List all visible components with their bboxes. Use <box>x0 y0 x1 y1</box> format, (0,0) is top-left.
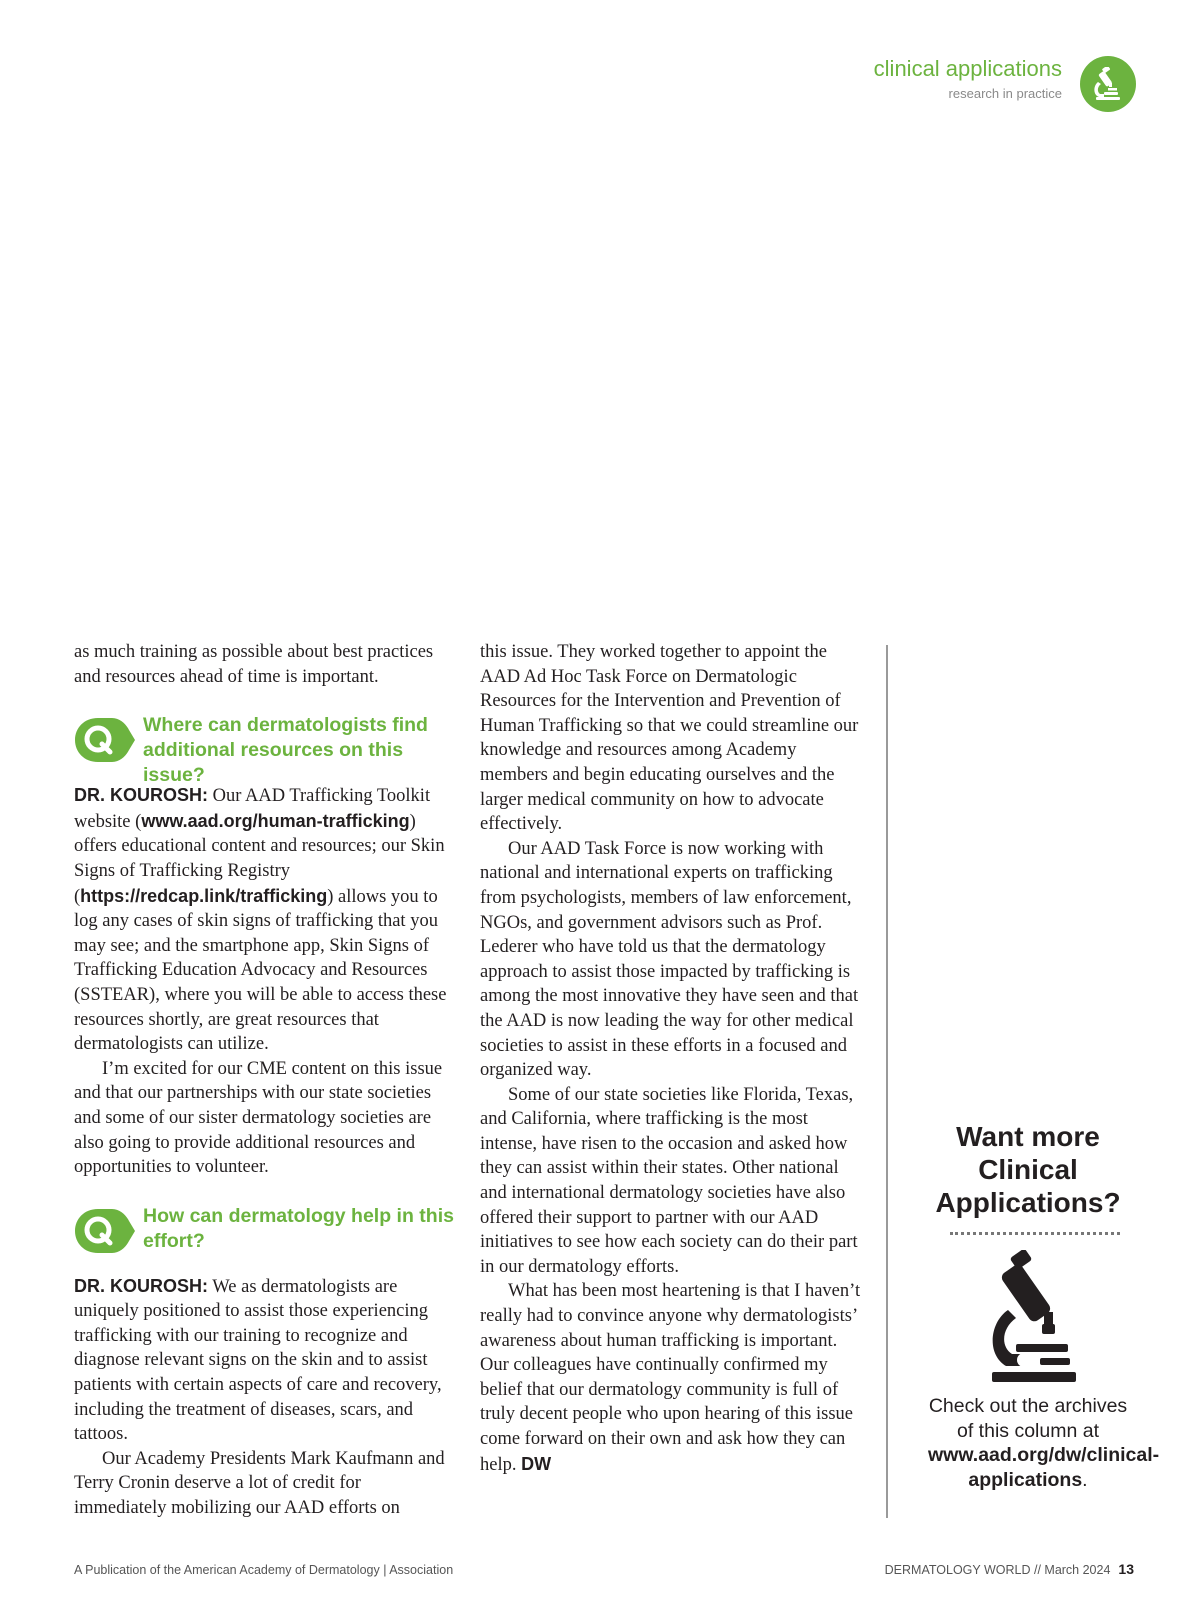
answer-text: Our AAD Trafficking Toolkit website ( <box>74 786 431 832</box>
question-bubble-icon <box>74 716 136 764</box>
question-block <box>74 713 452 787</box>
sidebar-heading: Want more Clinical Applications? <box>935 1121 1121 1218</box>
dotted-divider <box>950 1232 1120 1235</box>
issue-info <box>885 1561 1134 1577</box>
paragraph-text: What has been most heartening is that I haven’t really had to convince anyone why dermatologists’ awareness about human trafficking is important. Our colleagues have continually confirmed my belief that our dermatology community is full of truly decent people who upon hearing of this issue come forward on their own and ask how they can help. <box>480 1281 861 1475</box>
microscope-icon <box>986 1250 1084 1384</box>
answer-text: ) allows you to log any cases of skin signs of trafficking that you may see; and the smartphone app, Skin Signs of Trafficking Education Advocacy and Resources (SSTEAR), where you will be able to access these resources shortly, are great resources that dermatologists can utilize. <box>74 886 447 1055</box>
archive-link[interactable]: www.aad.org/dw/clinical-applications <box>928 1444 1160 1491</box>
sidebar-text: . <box>1082 1468 1088 1491</box>
article-column-2 <box>480 640 868 1477</box>
section-title: clinical applications <box>873 56 1062 81</box>
question-1: Where can dermatologists find additional resources on this issue? <box>143 714 428 787</box>
column-divider <box>886 645 888 1518</box>
paragraph: Our AAD Task Force is now working with national and international experts on trafficking from psychologists, members of law enforcement, NGOs, and government advisors such as Prof. Lederer who have told us that the dermatology approach to assist those impacted by trafficking is among the most innovative they have seen and that the AAD is now leading the way for other medical societies to assist in these efforts in a focused and organized way. <box>480 838 859 1081</box>
paragraph: I’m excited for our CME content on this issue and that our partnerships with our state societies and some of our sister dermatology societies are also going to provide additional resources and opportunities to volunteer. <box>74 1058 443 1178</box>
speaker-label: DR. KOUROSH: <box>74 1275 208 1296</box>
paragraph: this issue. They worked together to appoint the AAD Ad Hoc Task Force on Dermatologic Resources for the Intervention and Prevention of Human Trafficking so that we could streamline our knowledge and resources among Academy members and begin educating ourselves and the larger medical community on how to advocate effectively. <box>480 642 859 835</box>
sidebar-body <box>928 1394 1160 1492</box>
issue-date: DERMATOLOGY WORLD // March 2024 <box>884 1563 1111 1577</box>
page-number: 13 <box>1118 1561 1134 1577</box>
sidebar-text: Check out the archives of this column at <box>928 1395 1128 1442</box>
question-2: How can dermatology help in this effort? <box>143 1204 454 1252</box>
paragraph: as much training as possible about best practices and resources ahead of time is important. <box>74 642 434 687</box>
paragraph: Our Academy Presidents Mark Kaufmann and Terry Cronin deserve a lot of credit for immediately mobilizing our AAD efforts on <box>74 1448 445 1519</box>
answer-text: ) offers educational content and resources; our Skin Signs of Trafficking Registry ( <box>74 811 445 907</box>
speaker-label: DR. KOUROSH: <box>74 785 208 806</box>
article-column-1 <box>74 640 452 1521</box>
publisher-line: A Publication of the American Academy of Dermatology | Association <box>74 1563 454 1577</box>
question-bubble-icon <box>74 1207 136 1255</box>
end-mark: DW <box>521 1453 552 1474</box>
toolkit-link[interactable]: www.aad.org/human-trafficking <box>141 810 410 831</box>
answer-paragraph <box>74 1274 452 1447</box>
paragraph: Some of our state societies like Florida, Texas, and California, where trafficking is the most intense, have risen to the occasion and asked how they can assist within their states. Other national and international dermatology societies have also offered their support to partner with our AAD initiatives to see how each society can do their part in our dermatology efforts. <box>480 1084 858 1277</box>
section-tagline: research in practice <box>948 86 1062 101</box>
answer-paragraph <box>74 783 452 1057</box>
registry-link[interactable]: https://redcap.link/trafficking <box>80 885 328 906</box>
section-header <box>874 56 1062 101</box>
answer-text: We as dermatologists are uniquely positioned to assist those experiencing trafficking with our training to recognize and diagnose relevant signs on the skin and to assist patients with certain aspects of care and recovery, including the treatment of diseases, scars, and tattoos. <box>74 1276 442 1445</box>
microscope-icon <box>1080 56 1136 112</box>
question-block <box>74 1204 452 1260</box>
paragraph <box>480 1279 868 1477</box>
